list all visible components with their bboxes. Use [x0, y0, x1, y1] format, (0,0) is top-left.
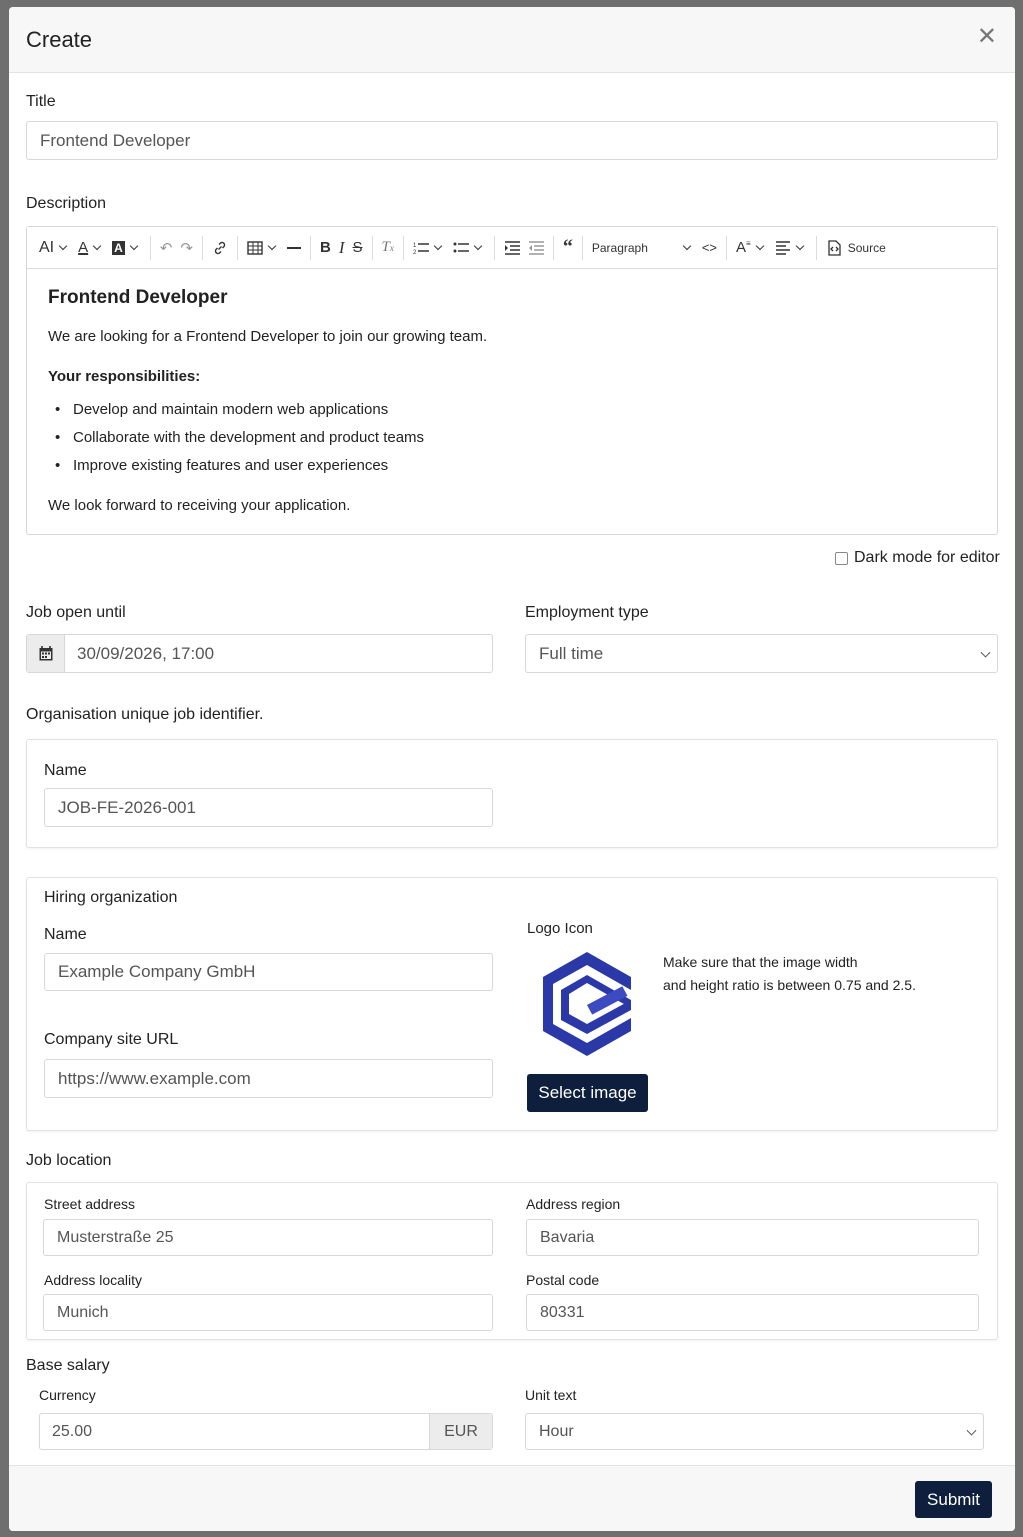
- address-region-label: Address region: [526, 1196, 621, 1212]
- source-label: Source: [847, 240, 886, 255]
- toolbar-separator: [494, 236, 495, 260]
- hiring-org-name-input[interactable]: Example Company GmbH: [44, 953, 493, 991]
- chevron-down-icon: [967, 1425, 977, 1435]
- align-icon[interactable]: [771, 235, 811, 261]
- job-location-label: Job location: [26, 1152, 112, 1169]
- dark-mode-toggle[interactable]: [835, 549, 1000, 567]
- street-address-input[interactable]: Musterstraße 25: [43, 1219, 493, 1256]
- logo-icon-label: Logo Icon: [527, 920, 593, 937]
- link-icon[interactable]: [208, 235, 232, 261]
- editor-intro: We are looking for a Frontend Developer to join our growing team.: [48, 328, 488, 345]
- modal-title: Create: [26, 27, 93, 52]
- svg-text:2: 2: [412, 249, 417, 255]
- close-icon[interactable]: ✕: [976, 23, 997, 50]
- font-color-icon[interactable]: A: [74, 235, 108, 261]
- toolbar-separator: [150, 236, 151, 260]
- source-button[interactable]: [822, 235, 890, 261]
- svg-text:1: 1: [412, 242, 417, 249]
- unit-text-value: Hour: [539, 1422, 574, 1440]
- toolbar-separator: [372, 236, 373, 260]
- outdent-icon[interactable]: [524, 235, 548, 261]
- toolbar-separator: [403, 236, 404, 260]
- toolbar-separator: [310, 236, 311, 260]
- numbered-list-icon[interactable]: [409, 235, 449, 261]
- italic-icon[interactable]: I: [338, 237, 345, 257]
- toolbar-separator: [553, 236, 554, 260]
- heading-dropdown[interactable]: [588, 235, 698, 261]
- undo-icon[interactable]: ↶: [159, 239, 173, 257]
- address-locality-label: Address locality: [44, 1272, 143, 1288]
- job-open-until-value: 30/09/2026, 17:00: [77, 643, 215, 663]
- job-open-until-field[interactable]: [26, 634, 493, 673]
- toolbar-separator: [582, 236, 583, 260]
- font-size-icon[interactable]: AI: [35, 235, 74, 261]
- base-salary-label: Base salary: [26, 1357, 110, 1374]
- bulleted-list-icon[interactable]: [449, 235, 489, 261]
- unit-text-label: Unit text: [525, 1387, 577, 1403]
- chevron-down-icon: [981, 647, 991, 657]
- editor-subheading: Your responsibilities:: [48, 368, 201, 385]
- hiring-org-name-label: Name: [44, 926, 87, 943]
- currency-label: Currency: [39, 1387, 96, 1403]
- submit-button[interactable]: Submit: [915, 1481, 992, 1518]
- company-url-label: Company site URL: [44, 1031, 179, 1048]
- title-input[interactable]: Frontend Developer: [26, 121, 998, 160]
- company-logo-icon: [539, 950, 635, 1058]
- org-identifier-name-input[interactable]: JOB-FE-2026-001: [44, 788, 493, 827]
- dark-mode-checkbox[interactable]: [835, 552, 848, 565]
- redo-icon[interactable]: ↷: [180, 239, 193, 257]
- heading-dropdown-label: Paragraph: [591, 240, 648, 255]
- title-label: Title: [26, 93, 56, 110]
- source-icon: [826, 240, 843, 256]
- editor-list-item: • Improve existing features and user experiences: [73, 457, 388, 474]
- editor-list-item: • Develop and maintain modern web applications: [73, 401, 388, 418]
- editor-toolbar: [27, 227, 997, 269]
- logo-hint-line1: Make sure that the image width: [663, 954, 858, 970]
- salary-amount-field[interactable]: [39, 1413, 493, 1450]
- blockquote-icon[interactable]: “: [562, 236, 573, 258]
- hiring-organization-heading: Hiring organization: [44, 889, 178, 906]
- text-style-icon[interactable]: A≡: [732, 235, 771, 261]
- employment-type-value: Full time: [539, 643, 604, 663]
- postal-code-label: Postal code: [526, 1272, 600, 1288]
- description-label: Description: [26, 195, 107, 212]
- address-region-input[interactable]: Bavaria: [526, 1219, 979, 1256]
- remove-format-icon[interactable]: T x: [381, 239, 394, 255]
- unit-text-select[interactable]: [525, 1413, 984, 1450]
- org-identifier-panel: [26, 739, 998, 848]
- job-open-until-label: Job open until: [26, 604, 126, 621]
- bold-icon[interactable]: B: [319, 239, 331, 256]
- salary-amount-value: 25.00: [52, 1422, 93, 1440]
- editor-heading: Frontend Developer: [48, 287, 228, 308]
- street-address-label: Street address: [44, 1196, 136, 1212]
- toolbar-separator: [816, 236, 817, 260]
- employment-type-select[interactable]: [525, 634, 998, 673]
- strikethrough-icon[interactable]: S: [352, 239, 363, 256]
- postal-code-input[interactable]: 80331: [526, 1294, 979, 1331]
- org-identifier-label: Organisation unique job identifier.: [26, 706, 264, 723]
- currency-addon: EUR: [429, 1414, 492, 1449]
- toolbar-separator: [237, 236, 238, 260]
- indent-icon[interactable]: [500, 235, 524, 261]
- editor-closing: We look forward to receiving your application.: [48, 497, 351, 514]
- hiring-organization-panel: [26, 877, 998, 1131]
- org-identifier-name-label: Name: [44, 762, 87, 779]
- address-locality-input[interactable]: Munich: [43, 1294, 493, 1331]
- calendar-icon[interactable]: [27, 635, 65, 672]
- toolbar-separator: [202, 236, 203, 260]
- select-image-button[interactable]: Select image: [527, 1074, 648, 1112]
- modal-footer: [9, 1465, 1015, 1531]
- toolbar-separator: [726, 236, 727, 260]
- company-url-input[interactable]: https://www.example.com: [44, 1059, 493, 1098]
- logo-hint-line2: and height ratio is between 0.75 and 2.5.: [663, 977, 916, 993]
- create-modal: [9, 7, 1015, 1531]
- rich-text-editor: [26, 226, 998, 535]
- code-icon[interactable]: <>: [701, 240, 718, 255]
- employment-type-label: Employment type: [525, 604, 649, 621]
- dark-mode-label: Dark mode for editor: [854, 549, 1000, 566]
- table-icon[interactable]: [243, 235, 283, 261]
- modal-header: [9, 7, 1015, 73]
- horizontal-line-icon[interactable]: [283, 235, 305, 261]
- highlight-icon[interactable]: A: [108, 235, 145, 261]
- job-location-panel: [26, 1182, 998, 1340]
- editor-list-item: • Collaborate with the development and product teams: [73, 429, 424, 446]
